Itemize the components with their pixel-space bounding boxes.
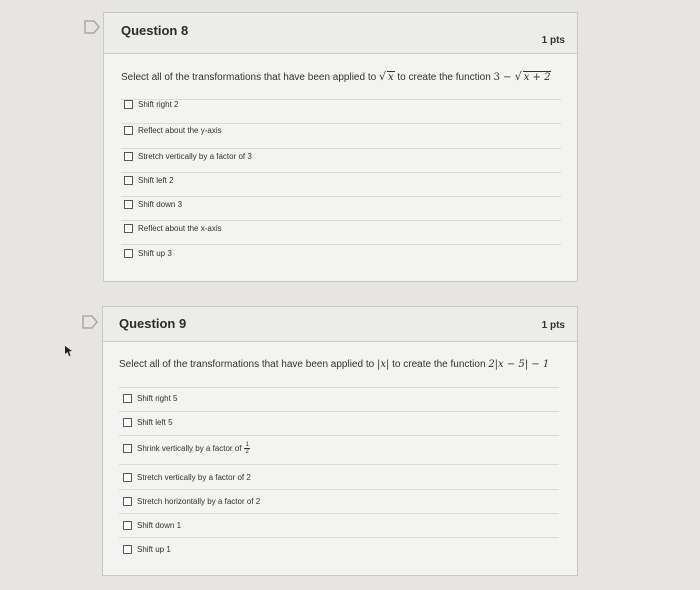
fraction-numerator: 1: [245, 442, 249, 448]
checkbox[interactable]: [124, 126, 133, 135]
checkbox[interactable]: [123, 545, 132, 554]
option-label: Shift up 1: [137, 545, 171, 554]
checkbox[interactable]: [124, 249, 133, 258]
option-shift-right-5[interactable]: [123, 394, 177, 403]
question-8-card: [103, 12, 578, 282]
option-label: Shift up 3: [138, 249, 172, 258]
question-8-title: Question 8: [121, 23, 189, 38]
prompt-text: Select all of the transformations that have been applied to: [121, 72, 377, 83]
option-label: Shift down 3: [138, 200, 183, 209]
mouse-cursor-icon: [64, 344, 74, 362]
base-function: |x|: [376, 359, 390, 370]
question-9-prompt: [119, 359, 549, 370]
checkbox[interactable]: [123, 521, 132, 530]
option-label: Shift right 5: [137, 394, 178, 403]
flag-question-icon[interactable]: [82, 315, 98, 329]
prompt-text: Select all of the transformations that have been applied to: [119, 359, 375, 370]
base-radicand: x: [387, 72, 394, 83]
option-shift-left-5[interactable]: [123, 418, 173, 427]
option-label: Stretch vertically by a factor of 3: [138, 152, 252, 161]
checkbox[interactable]: [124, 224, 133, 233]
option-reflect-x-axis[interactable]: [124, 224, 222, 233]
option-label: Shift left 2: [138, 176, 174, 185]
option-shift-down-3[interactable]: [124, 200, 182, 209]
question-8-prompt: [121, 70, 551, 83]
base-function: √ x: [378, 70, 394, 83]
option-reflect-y-axis[interactable]: [124, 126, 222, 135]
option-stretch-horizontally-2[interactable]: [123, 497, 260, 506]
checkbox[interactable]: [124, 176, 133, 185]
option-label: Reflect about the x-axis: [138, 224, 222, 233]
checkbox[interactable]: [123, 473, 132, 482]
option-shift-left-2[interactable]: [124, 176, 174, 185]
checkbox[interactable]: [123, 394, 132, 403]
option-shift-right-2[interactable]: [124, 100, 178, 109]
option-shift-up-1[interactable]: [123, 545, 171, 554]
checkbox[interactable]: [124, 100, 133, 109]
option-shift-up-3[interactable]: [124, 249, 172, 258]
checkbox[interactable]: [124, 200, 133, 209]
option-stretch-vertically-2[interactable]: [123, 473, 251, 482]
option-shift-down-1[interactable]: [123, 521, 181, 530]
target-function: 3 − √ x + 2: [493, 70, 551, 83]
question-8-points: 1 pts: [541, 35, 565, 46]
option-label: Shift down 1: [137, 521, 182, 530]
prompt-mid-text: to create the function: [392, 359, 486, 370]
checkbox[interactable]: [123, 418, 132, 427]
option-label: Shrink vertically by a factor of: [137, 444, 242, 453]
option-label: Reflect about the y-axis: [138, 126, 222, 135]
target-radicand: x + 2: [523, 72, 551, 83]
target-function: 2|x − 5| − 1: [488, 359, 550, 370]
option-label: Stretch vertically by a factor of 2: [137, 473, 251, 482]
question-9-points: 1 pts: [541, 320, 565, 331]
target-prefix: 3 −: [493, 72, 512, 83]
checkbox[interactable]: [123, 497, 132, 506]
fraction-denominator: 2: [245, 449, 249, 455]
prompt-mid-text: to create the function: [397, 72, 491, 83]
fraction-one-half: [244, 442, 249, 455]
option-label: Stretch horizontally by a factor of 2: [137, 497, 261, 506]
option-shrink-vertically-half[interactable]: [123, 442, 250, 455]
checkbox[interactable]: [124, 152, 133, 161]
checkbox[interactable]: [123, 444, 132, 453]
question-9-card: [102, 306, 578, 576]
flag-question-icon[interactable]: [84, 20, 100, 34]
option-stretch-vertically-3[interactable]: [124, 152, 252, 161]
question-9-title: Question 9: [119, 316, 187, 331]
option-label: Shift left 5: [137, 418, 173, 427]
option-label: Shift right 2: [138, 100, 179, 109]
